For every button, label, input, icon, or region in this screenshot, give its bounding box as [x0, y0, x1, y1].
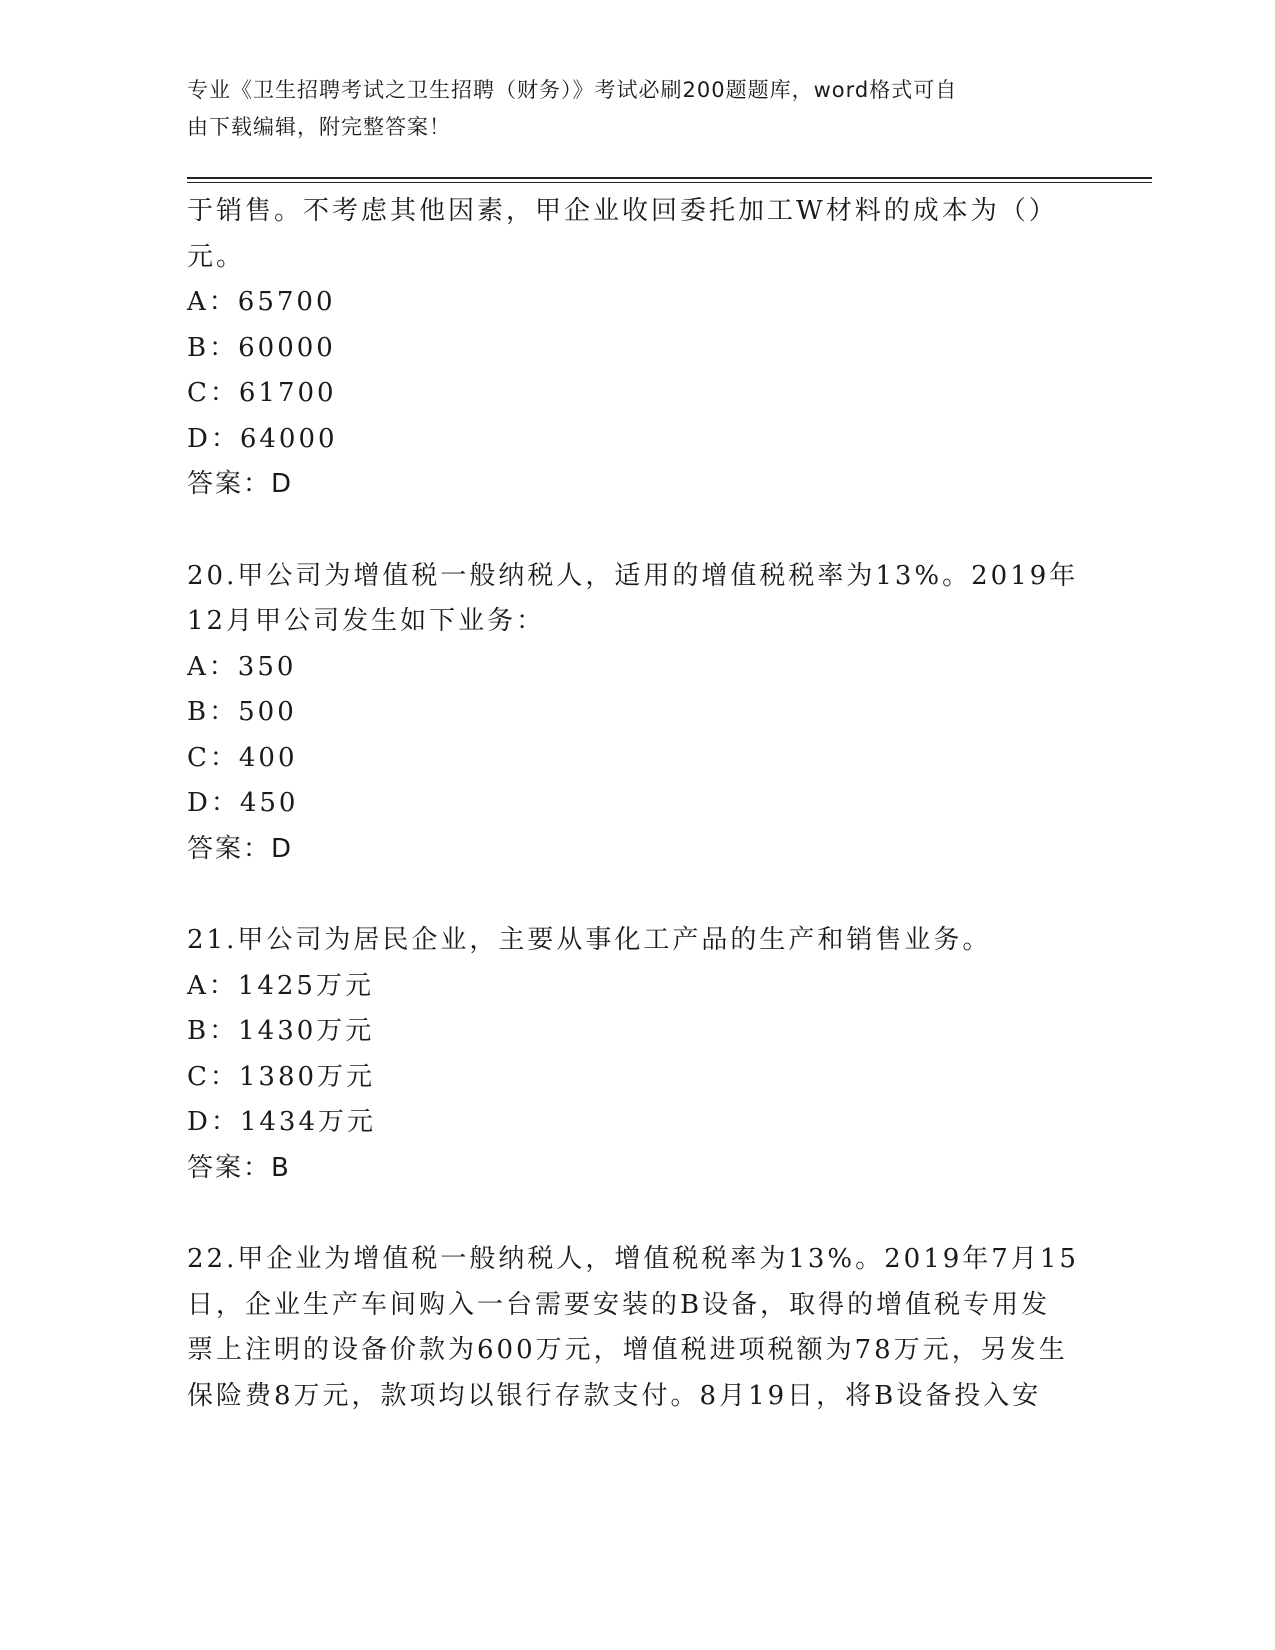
- option-c: C：61700: [187, 378, 337, 408]
- option-a: A：1425万元: [187, 970, 374, 1001]
- question-text-line: 票上注明的设备价款为600万元，增值税进项税额为78万元，另发生: [187, 1335, 1068, 1365]
- option-c: C：1380万元: [187, 1061, 376, 1092]
- option-a: A：350: [187, 651, 297, 682]
- question-block-22: [187, 1237, 1087, 1419]
- spacer: [187, 1191, 1087, 1237]
- question-text-line: 元。: [187, 241, 246, 272]
- option-b: B：60000: [187, 332, 336, 363]
- question-block-20: [187, 554, 1087, 873]
- option-b: B：500: [187, 697, 297, 727]
- header-rule-thin: [187, 182, 1152, 183]
- spacer: [187, 508, 1087, 554]
- question-block-21: [187, 918, 1087, 1191]
- question-text-line: 12月甲公司发生如下业务：: [187, 606, 546, 636]
- question-block-19: [187, 189, 1087, 508]
- option-d: D：450: [187, 788, 299, 818]
- spacer: [187, 872, 1087, 918]
- option-d: D：64000: [187, 423, 338, 454]
- option-d: D：1434万元: [187, 1107, 377, 1137]
- question-text-line: 保险费8万元，款项均以银行存款支付。8月19日，将B设备投入安: [187, 1380, 1042, 1411]
- question-text-line: 20.甲公司为增值税一般纳税人，适用的增值税税率为13%。2019年: [187, 560, 1079, 591]
- option-c: C：400: [187, 742, 298, 773]
- document-header: 专业《卫生招聘考试之卫生招聘（财务）》考试必刷200题题库，word格式可自 由下载编辑，附完整答案！: [187, 78, 958, 139]
- option-a: A：65700: [187, 287, 336, 317]
- question-text-line: 日，企业生产车间购入一台需要安装的B设备，取得的增值税专用发: [187, 1289, 1051, 1320]
- question-text-line: 21.甲公司为居民企业，主要从事化工产品的生产和销售业务。: [187, 925, 992, 955]
- question-list: [187, 189, 1087, 1419]
- question-text-line: 于销售。不考虑其他因素，甲企业收回委托加工W材料的成本为（）: [187, 196, 1058, 226]
- answer-line: 答案：D: [187, 833, 294, 864]
- header-rule-thick: [187, 177, 1152, 179]
- option-b: B：1430万元: [187, 1016, 375, 1046]
- answer-line: 答案：B: [187, 1152, 291, 1183]
- answer-line: 答案：D: [187, 469, 294, 499]
- question-text-line: 22.甲企业为增值税一般纳税人，增值税税率为13%。2019年7月15: [187, 1244, 1079, 1274]
